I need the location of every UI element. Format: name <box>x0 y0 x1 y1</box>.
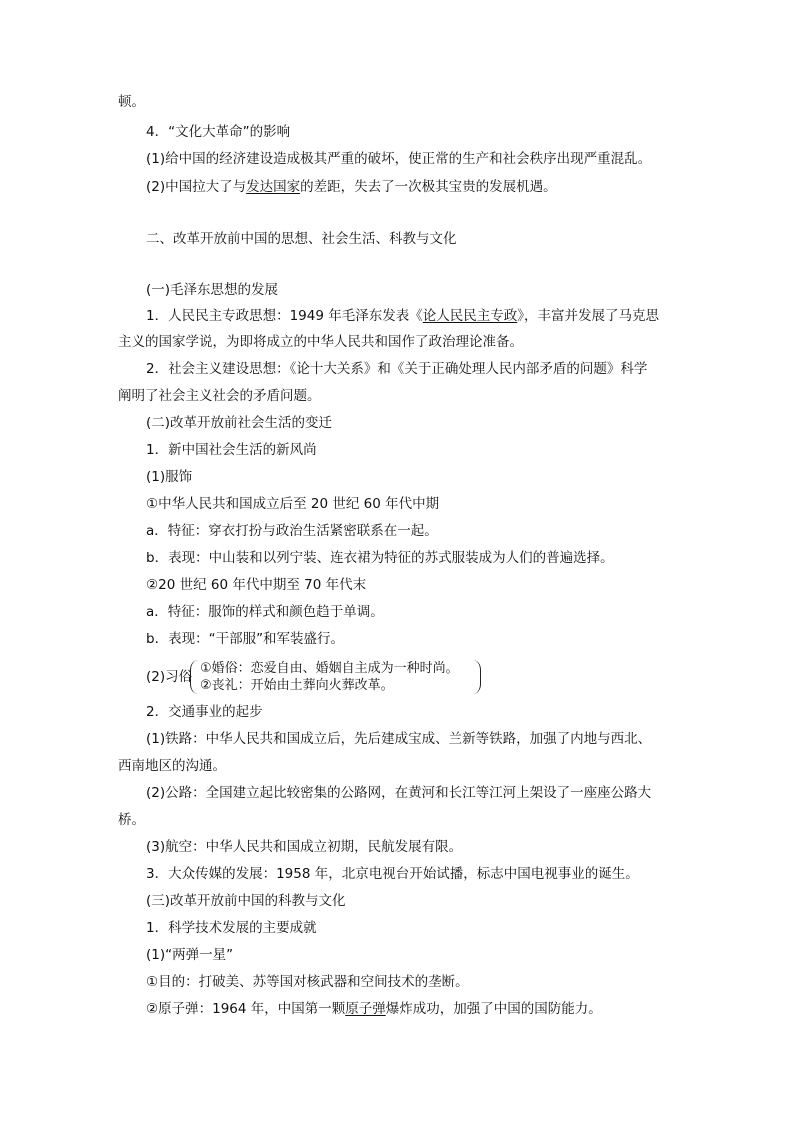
underlined-term: 原子弹 <box>345 1001 386 1017</box>
text-line: (1)给中国的经济建设造成极其严重的破坏，使正常的生产和社会秩序出现严重混乱。 <box>146 151 652 167</box>
text-span: 的差距，失去了一次极其宝贵的发展机遇。 <box>300 179 557 195</box>
text-line: ①目的：打破美、苏等国对核武器和空间技术的垄断。 <box>146 974 469 990</box>
text-line: 主义的国家学说，为即将成立的中华人民共和国作了政治理论准备。 <box>118 334 523 350</box>
text-line: 顿。 <box>118 94 145 110</box>
text-line: (1)铁路：中华人民共和国成立后，先后建成宝成、兰新等铁路，加强了内地与西北、 <box>146 731 652 747</box>
text-span: ②原子弹：1964 年，中国第一颗 <box>146 1001 346 1017</box>
text-line: b．表现：“干部服”和军装盛行。 <box>146 631 345 647</box>
text-line: (1)服饰 <box>146 469 193 485</box>
text-line: (2)公路：全国建立起比较密集的公路网，在黄河和长江等江河上架设了一座座公路大 <box>146 785 652 801</box>
underlined-term: 论人民民主专政 <box>422 308 518 324</box>
text-line: 桥。 <box>118 812 145 828</box>
item-heading: 2．交通事业的起步 <box>146 704 263 720</box>
text-line: ①中华人民共和国成立后至 20 世纪 60 年代中期 <box>146 496 440 512</box>
text-line <box>146 178 557 196</box>
text-line: 西南地区的沟通。 <box>118 758 226 774</box>
text-line: (1)“两弹一星” <box>146 947 234 963</box>
underlined-term: 发达国家 <box>246 179 301 195</box>
text-span: 1．人民民主专政思想：1949 年毛泽东发表《 <box>146 308 423 324</box>
text-span: 爆炸成功，加强了中国的国防能力。 <box>385 1001 602 1017</box>
left-brace <box>190 660 199 694</box>
text-line: a．特征：服饰的样式和颜色趋于单调。 <box>146 604 384 620</box>
item-heading: 1．新中国社会生活的新风尚 <box>146 442 317 458</box>
section-heading: 4．“文化大革命”的影响 <box>146 124 291 140</box>
subsection-heading: (二)改革开放前社会生活的变迁 <box>146 415 333 431</box>
right-brace <box>472 660 481 694</box>
chapter-heading: 二、改革开放前中国的思想、社会生活、科教与文化 <box>146 231 457 247</box>
text-line: 阐明了社会主义社会的矛盾问题。 <box>118 388 321 404</box>
customs-item: ②丧礼：开始由土葬向火葬改革。 <box>200 678 394 693</box>
text-span: (2)中国拉大了与 <box>146 179 247 195</box>
text-line: b．表现：中山装和以列宁装、连衣裙为特征的苏式服装成为人们的普遍选择。 <box>146 550 614 566</box>
text-line: 2．社会主义建设思想：《论十大关系》和《关于正确处理人民内部矛盾的问题》科学 <box>146 361 648 377</box>
subsection-heading: (三)改革开放前中国的科教与文化 <box>146 893 346 909</box>
text-line: a．特征：穿衣打扮与政治生活紧密联系在一起。 <box>146 523 438 539</box>
text-line: ②20 世纪 60 年代中期至 70 年代末 <box>146 577 367 593</box>
customs-item: ①婚俗：恋爱自由、婚姻自主成为一种时尚。 <box>200 661 459 676</box>
subsection-heading: (一)毛泽东思想的发展 <box>146 282 279 298</box>
customs-label: (2)习俗 <box>146 669 193 685</box>
item-heading: 1．科学技术发展的主要成就 <box>146 920 317 936</box>
text-line: 3．大众传媒的发展：1958 年，北京电视台开始试播，标志中国电视事业的诞生。 <box>146 866 639 882</box>
text-line: (3)航空：中华人民共和国成立初期，民航发展有限。 <box>146 839 463 855</box>
text-line <box>146 1000 602 1018</box>
text-span: 》，丰富并发展了马克思 <box>517 308 659 324</box>
customs-brace-group <box>146 660 486 696</box>
text-line <box>146 307 659 325</box>
